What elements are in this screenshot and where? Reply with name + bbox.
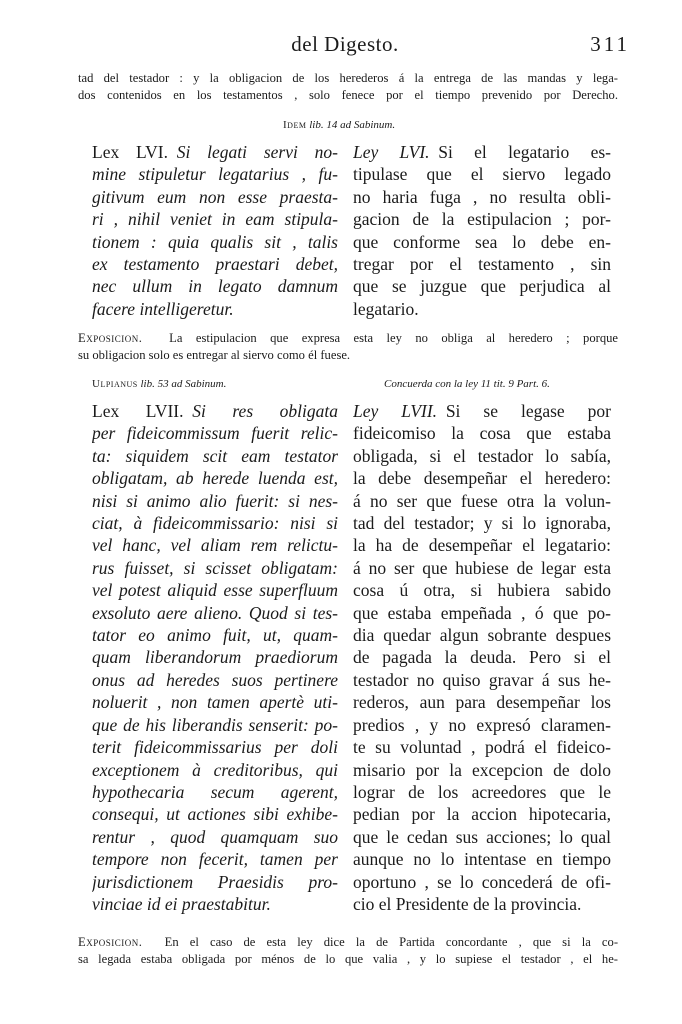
- carryover-line: dos contenidos en los testamentos , solo fenece por el tiempo prevenido por Derecho.: [78, 88, 618, 102]
- latin-line: ciat, à fideicommissario: nisi si: [92, 513, 338, 534]
- latin-line: exsoluto aere alieno. Quod si tes-: [92, 602, 338, 623]
- lex-label: Lex LVII.: [92, 401, 184, 421]
- ley-label: Ley LVI.: [353, 142, 430, 162]
- exposicion-label: Exposicion.: [78, 331, 143, 345]
- source-reference: lib. 14 ad Sabinum.: [309, 119, 396, 131]
- spanish-line: Ley LVII. Si se legase por: [353, 401, 611, 421]
- latin-line: consequi, ut actiones sibi exhibe-: [92, 804, 338, 825]
- exposicion-line: su obligacion solo es entregar al siervo como él fuese.: [78, 348, 351, 362]
- spanish-line: la debe desempeñar el heredero:: [353, 468, 611, 489]
- spanish-line: que se juzgue que perjudica al: [353, 276, 611, 297]
- spanish-line: misario por la excepcion de dolo: [353, 759, 611, 780]
- law56-spanish-column: [353, 141, 611, 320]
- spanish-line: á no ser que fuese otra la volun-: [353, 490, 611, 511]
- exposicion-label: Exposicion.: [78, 935, 143, 949]
- latin-line: nisi si animo alio fuerit: si nes-: [92, 490, 338, 511]
- latin-line: mine stipuletur legatarius , fu-: [92, 164, 338, 185]
- latin-line: ex testamento praestari debet,: [92, 254, 338, 275]
- spanish-line: oportuno , se lo concederá de ofi-: [353, 871, 611, 892]
- law57-source: [92, 378, 226, 390]
- carryover-line: tad del testador : y la obligacion de los herederos á la entrega de las mandas y lega-: [78, 71, 618, 85]
- spanish-line: dia quedar algun sobrante despues: [353, 625, 611, 646]
- spanish-line: cosa ú otra, si hubiera sabido: [353, 580, 611, 601]
- spanish-line: Ley LVI. Si el legatario es-: [353, 142, 611, 162]
- page-number: 311: [590, 32, 630, 56]
- spanish-line: testador no quiso gravar á sus he-: [353, 669, 611, 690]
- spanish-line: de pagada la deuda. Pero si el: [353, 647, 611, 668]
- source-reference: lib. 53 ad Sabinum.: [140, 378, 227, 390]
- latin-line: facere intelligeretur.: [92, 298, 234, 319]
- running-head: [60, 30, 630, 64]
- latin-line: ta: siquidem scit eam testator: [92, 445, 338, 466]
- source-author: Idem: [283, 119, 307, 131]
- latin-line: nec ullum in legato damnum: [92, 276, 338, 297]
- exposicion-line: Exposicion. En el caso de esta ley dice la de Partida concordante , que si la co-: [78, 935, 618, 949]
- latin-line: vel potest aliquid esse superfluum: [92, 580, 338, 601]
- latin-line: jurisdictionem Praesidis pro-: [92, 871, 338, 892]
- spanish-line: cio el Presidente de la provincia.: [353, 893, 582, 914]
- spanish-line: tad del testador; y si lo ignoraba,: [353, 513, 611, 534]
- carryover-paragraph: [78, 70, 618, 104]
- latin-line: rus fuisset, si scisset obligatam:: [92, 557, 338, 578]
- latin-line: onus ad heredes suos pertinere: [92, 669, 338, 690]
- spanish-line: no haria fuga , no resulta obli-: [353, 186, 611, 207]
- law57-latin-column: [92, 400, 338, 915]
- spanish-line: á no ser que hubiese de legar esta: [353, 557, 611, 578]
- running-title: del Digesto.: [291, 32, 399, 56]
- latin-line: tempore non fecerit, tamen per: [92, 849, 338, 870]
- ley-label: Ley LVII.: [353, 401, 438, 421]
- concordance-note: Concuerda con la ley 11 tit. 9 Part. 6.: [384, 378, 550, 390]
- spanish-line: tregar por el testamento , sin: [353, 254, 611, 275]
- latin-line: rentur , quod quamquam suo: [92, 826, 338, 847]
- exposicion-line: sa legada estaba obligada por ménos de lo que valia , y lo supiese el testador , el he-: [78, 952, 618, 966]
- latin-line: gitivum eum non esse praesta-: [92, 186, 338, 207]
- spanish-line: que estaba empeñada , ó que po-: [353, 602, 611, 623]
- spanish-line: lograr de los acreedores que le: [353, 781, 611, 802]
- spanish-line: obligada, si el testador lo sabía,: [353, 445, 611, 466]
- latin-line: vinciae id ei praestabitur.: [92, 893, 271, 914]
- latin-line: ri , nihil veniet in eam stipula-: [92, 209, 338, 230]
- latin-line: noluerit , non tamen apertè uti-: [92, 692, 338, 713]
- latin-line: hypothecaria secum agerent,: [92, 781, 338, 802]
- law57-concordance: [384, 378, 550, 390]
- lex-label: Lex LVI.: [92, 142, 168, 162]
- law57-exposicion: [78, 934, 618, 968]
- source-author: Ulpianus: [92, 378, 138, 390]
- spanish-line: te su voluntad , podrá el fideico-: [353, 737, 611, 758]
- law56-source: [283, 119, 395, 131]
- latin-line: exceptionem à creditoribus, qui: [92, 759, 338, 780]
- latin-line: per fideicommissum fuerit relic-: [92, 423, 338, 444]
- spanish-line: predios , y no expresó claramen-: [353, 714, 611, 735]
- law57-spanish-column: [353, 400, 611, 915]
- spanish-line: gacion de la estipulacion ; por-: [353, 209, 611, 230]
- spanish-line: pedian por la accion hipotecaria,: [353, 804, 611, 825]
- latin-line: vel hanc, vel aliam rem relictu-: [92, 535, 338, 556]
- latin-line: quam liberandorum praediorum: [92, 647, 338, 668]
- spanish-line: tipulase que el siervo legado: [353, 164, 611, 185]
- law56-latin-column: [92, 141, 338, 320]
- exposicion-line: Exposicion. La estipulacion que expresa esta ley no obliga al heredero ; porque: [78, 331, 618, 345]
- spanish-line: fideicomiso la cosa que estaba: [353, 423, 611, 444]
- latin-line: tionem : quia qualis sit , talis: [92, 231, 338, 252]
- latin-line: que de his liberandis senserit: po-: [92, 714, 338, 735]
- latin-line: tator eo animo fuit, ut, quam-: [92, 625, 338, 646]
- latin-line: terit fideicommissarius per doli: [92, 737, 338, 758]
- latin-line: Lex LVI. Si legati servi no-: [92, 142, 338, 162]
- spanish-line: aunque no lo intentase en tiempo: [353, 849, 611, 870]
- latin-line: Lex LVII. Si res obligata: [92, 401, 338, 421]
- spanish-line: legatario.: [353, 298, 419, 319]
- spanish-line: rederos, aun para desempeñar los: [353, 692, 611, 713]
- spanish-line: la ha de desempeñar el legatario:: [353, 535, 611, 556]
- law56-exposicion: [78, 330, 618, 364]
- spanish-line: que conforme sea lo debe en-: [353, 231, 611, 252]
- spanish-line: que le cedan sus acciones; lo qual: [353, 826, 611, 847]
- latin-line: obligatam, ab herede luenda est,: [92, 468, 338, 489]
